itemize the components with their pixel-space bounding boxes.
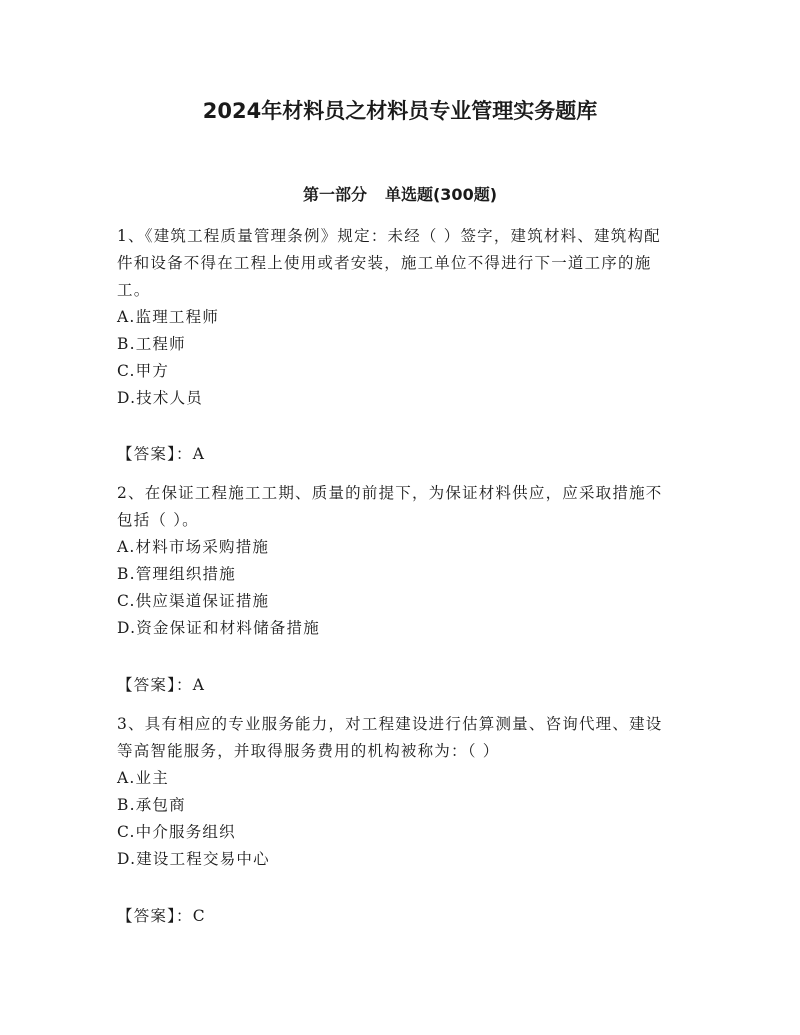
option-a: A.监理工程师 (117, 308, 220, 326)
option-b: B.承包商 (117, 796, 186, 814)
option-d: D.资金保证和材料储备措施 (117, 619, 320, 637)
option-b: B.管理组织措施 (117, 565, 236, 583)
option-d: D.技术人员 (117, 389, 204, 407)
option-c: C.甲方 (117, 362, 170, 380)
answer-line: 【答案】：C (117, 907, 206, 925)
question-item (117, 480, 677, 694)
question-item (117, 711, 677, 925)
option-list (117, 304, 677, 412)
section-name-label: 单选题(300题) (384, 185, 498, 204)
question-stem: 3、具有相应的专业服务能力，对工程建设进行估算测量、咨询代理、建设等高智能服务，并取得服务费用的机构被称为：（ ） (117, 715, 663, 760)
question-stem: 2、在保证工程施工工期、质量的前提下，为保证材料供应，应采取措施不包括（ ）。 (117, 484, 663, 529)
option-b: B.工程师 (117, 335, 186, 353)
option-c: C.中介服务组织 (117, 823, 236, 841)
option-list (117, 534, 677, 642)
answer-line: 【答案】：A (117, 445, 206, 463)
answer-line: 【答案】：A (117, 676, 206, 694)
option-c: C.供应渠道保证措施 (117, 592, 270, 610)
section-part-label: 第一部分 (302, 185, 367, 204)
question-item (117, 223, 677, 463)
question-stem: 1、《建筑工程质量管理条例》规定：未经（ ）签字，建筑材料、建筑构配件和设备不得在工程上使用或者安装，施工单位不得进行下一道工序的施工。 (117, 227, 661, 299)
option-a: A.业主 (117, 769, 169, 787)
document-title: 2024年材料员之材料员专业管理实务题库 (202, 99, 598, 123)
option-d: D.建设工程交易中心 (117, 850, 270, 868)
option-list (117, 765, 677, 873)
option-a: A.材料市场采购措施 (117, 538, 270, 556)
section-heading (0, 182, 800, 208)
